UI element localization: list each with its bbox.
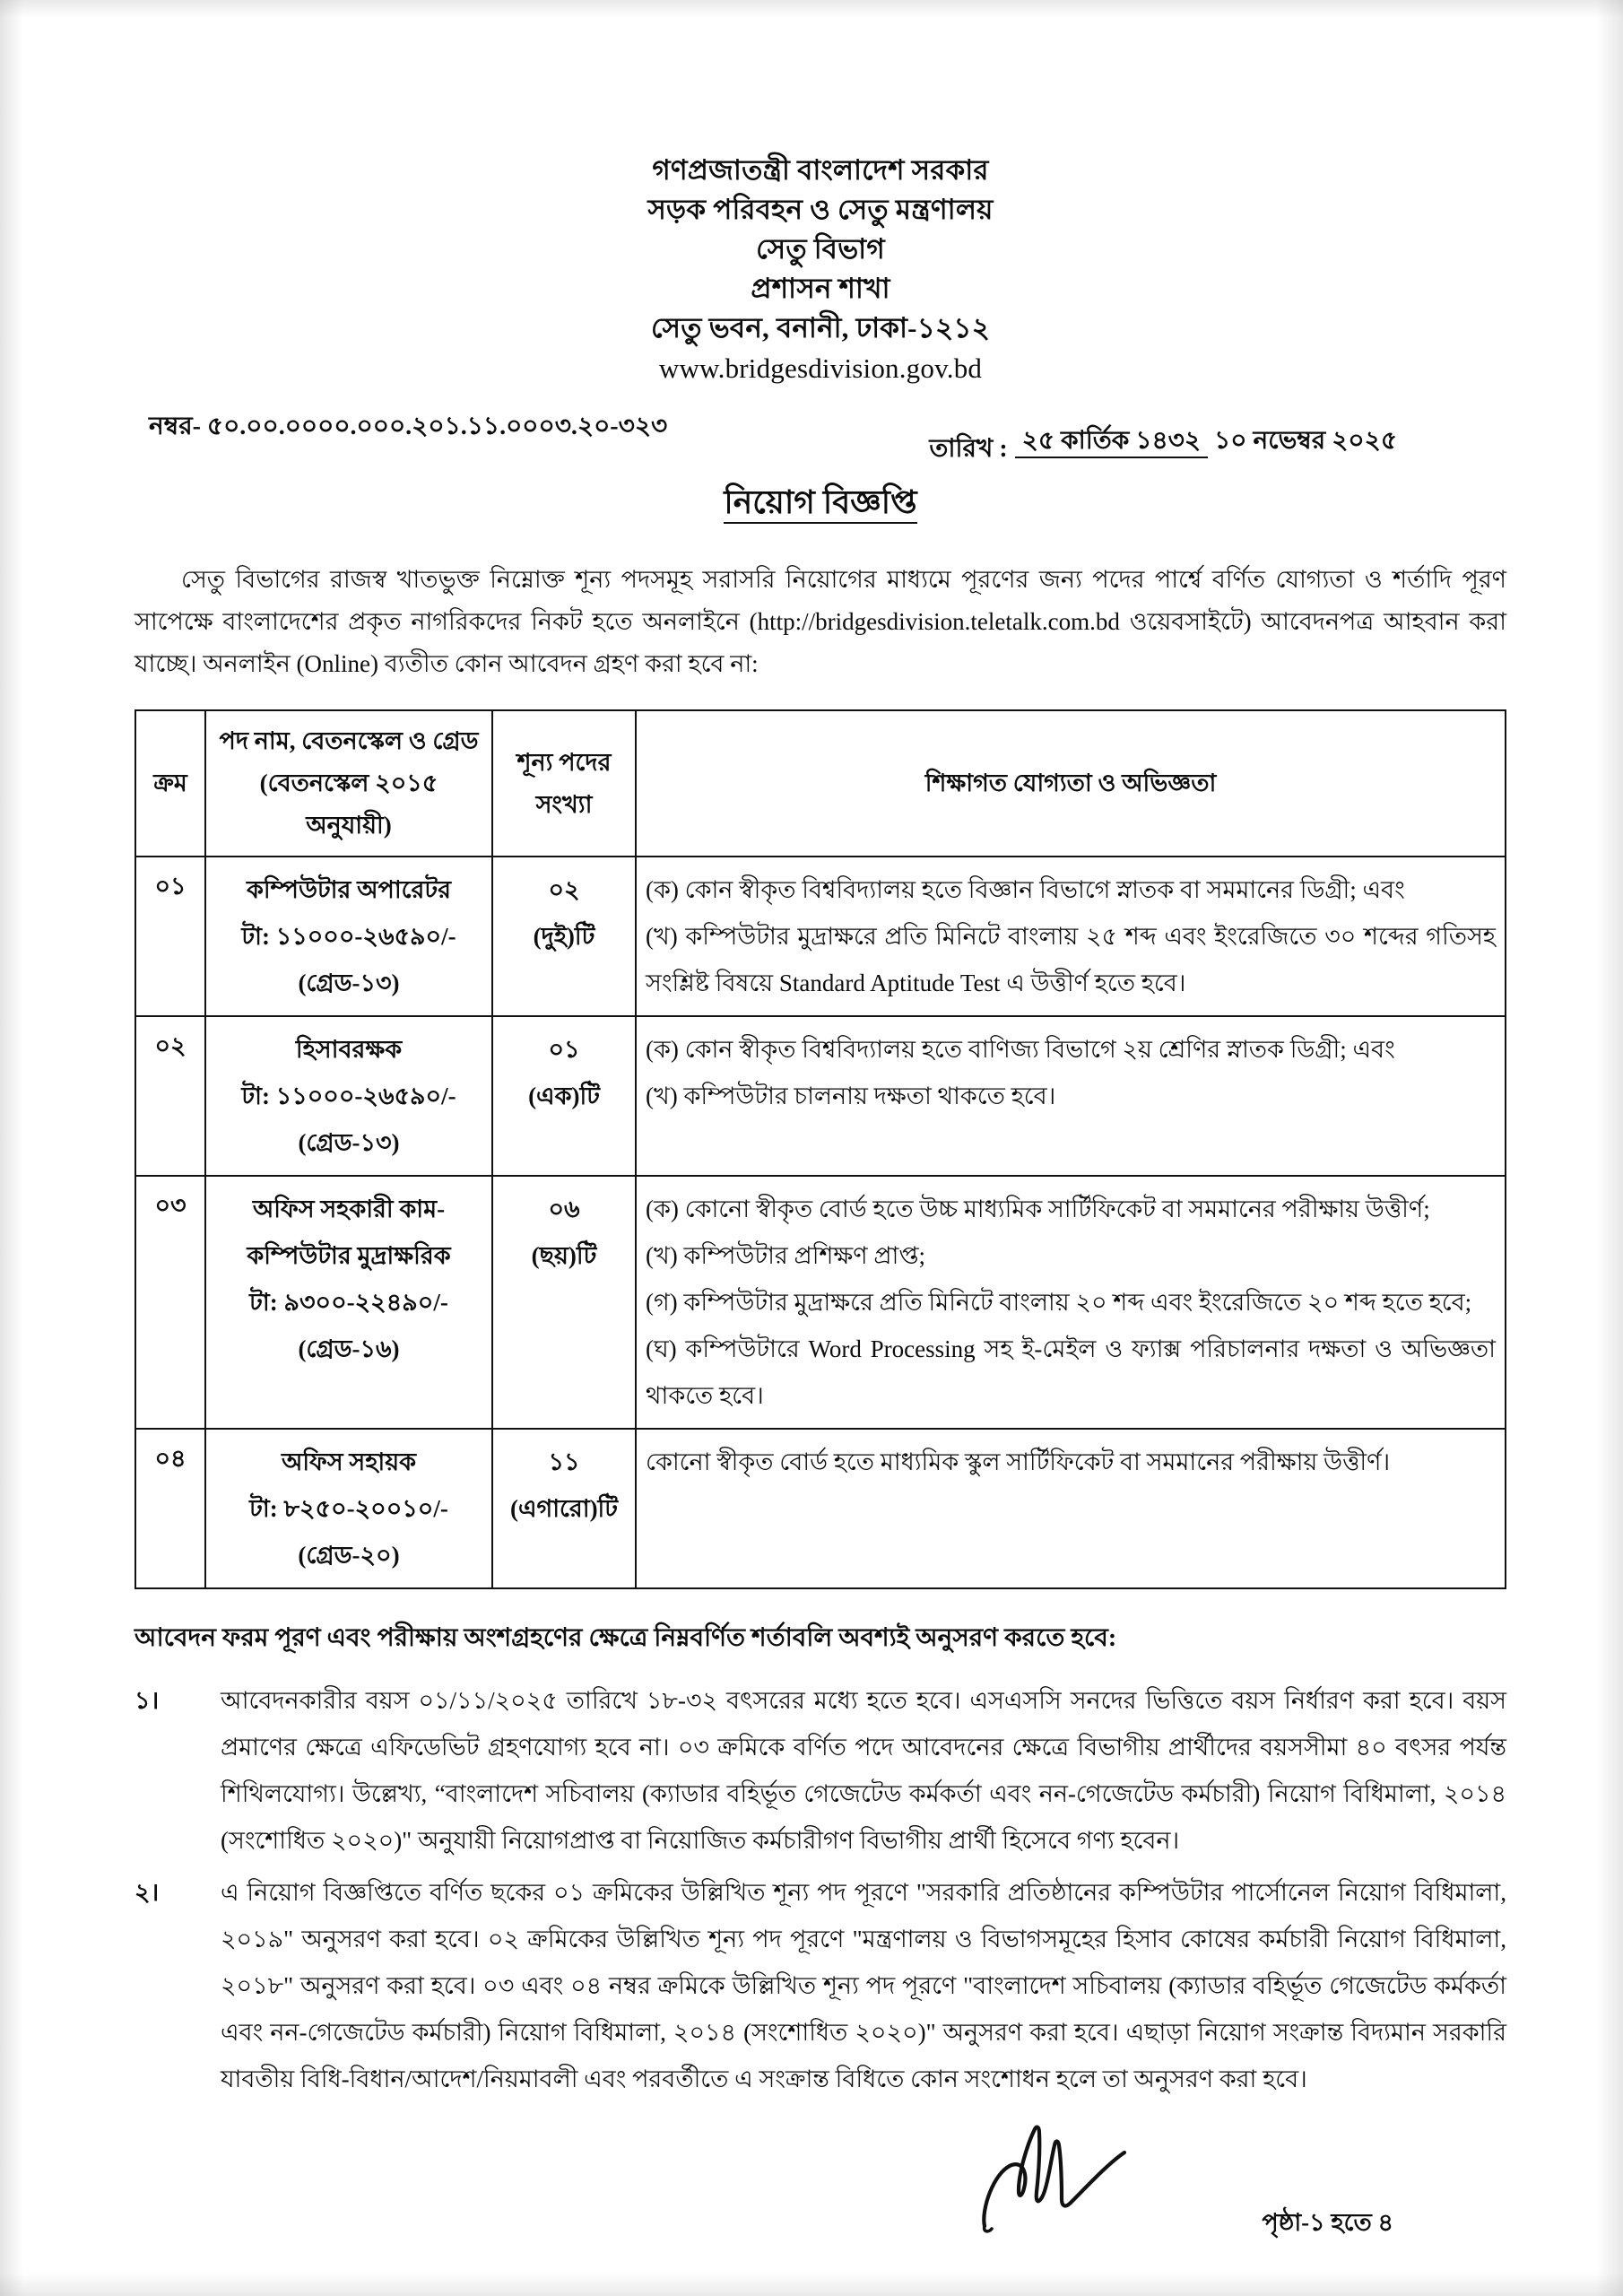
table-header-row [135,710,1506,857]
count-number: ১১ [548,1448,580,1475]
cell-post [205,1016,492,1176]
letterhead-division: সেতু বিভাগ [756,233,885,265]
cell-count [492,1176,636,1429]
list-item [135,1677,1506,1864]
count-number: ০১ [548,1036,580,1063]
qualification-item: (গ) কম্পিউটার মুদ্রাক্ষরে প্রতি মিনিটে বাংলায় ২০ শব্দ এবং ইংরেজিতে ২০ শব্দ হতে হবে; [646,1289,1472,1316]
count-words: (এগারো)টি [509,1495,618,1522]
scan-shadow-left [0,0,23,2296]
date-gregorian: ১০ নভেম্বর ২০২৫ [1214,426,1397,455]
conditions-list [135,1677,1506,2102]
pay-scale: টা: ১১০০০-২৬৫৯০/- [241,1083,456,1109]
header-count-line2: সংখ্যা [535,790,593,818]
condition-number: ১। [135,1687,160,1714]
conditions-heading: আবেদন ফরম পূরণ এবং পরীক্ষায় অংশগ্রহণের ক্ষেত্রে নিম্নবর্ণিত শর্তাবলি অবশ্যই অনুসরণ করতে হবে: [135,1624,1117,1652]
list-item [135,1869,1506,2102]
table-row [135,857,1506,1016]
document-meta-row [135,411,1506,471]
header-serial: ক্রম [135,710,205,857]
pay-scale: টা: ৮২৫০-২০০১০/- [249,1495,448,1522]
letterhead-ministry: সড়ক পরিবহন ও সেতু মন্ত্রণালয় [647,194,994,225]
qualification-item: (ক) কোন স্বীকৃত বিশ্ববিদ্যালয় হতে বিজ্ঞান বিভাগে স্নাতক বা সমমানের ডিগ্রী; এবং [646,876,1405,903]
letterhead-address: সেতু ভবন, বনানী, ঢাকা-১২১২ [650,312,991,344]
cell-post [205,857,492,1016]
date-stack [1015,425,1397,457]
grade: (গ্রেড-২০) [298,1542,400,1569]
cell-qualification [636,1176,1506,1429]
header-post-line1: পদ নাম, বেতনস্কেল ও গ্রেড [219,727,479,754]
cell-qualification [636,1429,1506,1588]
header-qualification: শিক্ষাগত যোগ্যতা ও অভিজ্ঞতা [636,710,1506,857]
cell-count [492,857,636,1016]
cell-qualification [636,1016,1506,1176]
qualification-item: কোনো স্বীকৃত বোর্ড হতে মাধ্যমিক স্কুল সার্টিফিকেট বা সমমানের পরীক্ষায় উত্তীর্ণ। [646,1448,1391,1475]
cell-serial: ০৪ [135,1429,205,1588]
post-name: অফিস সহকারী কাম-কম্পিউটার মুদ্রাক্ষরিক [247,1196,451,1269]
cell-qualification [636,857,1506,1016]
qualification-item: (ঘ) কম্পিউটারে Word Processing সহ ই-মেইল ও ফ্যাক্স পরিচালনার দক্ষতা ও অভিজ্ঞতা থাকতে হবে। [646,1335,1496,1409]
qualification-item: (ক) কোনো স্বীকৃত বোর্ড হতে উচ্চ মাধ্যমিক সার্টিফিকেট বা সমমানের পরীক্ষায় উত্তীর্ণ; [646,1196,1430,1222]
page-title-text: নিয়োগ বিজ্ঞপ্তি [724,484,916,524]
header-post-line2: (বেতনস্কেল ২০১৫ অনুযায়ী) [259,770,438,839]
vacancy-table [135,709,1506,1589]
table-row [135,1429,1506,1588]
grade: (গ্রেড-১৬) [298,1335,400,1362]
condition-number: ২। [135,1879,160,1906]
cell-count [492,1016,636,1176]
cell-count [492,1429,636,1588]
grade: (গ্রেড-১৩) [298,970,400,996]
letterhead-government: গণপ্রজাতন্ত্রী বাংলাদেশ সরকার [652,154,989,186]
letterhead-branch: প্রশাসন শাখা [751,273,890,304]
header-count-line1: শূন্য পদের [516,748,612,776]
cell-post [205,1176,492,1429]
post-name: কম্পিউটার অপারেটর [247,876,451,903]
post-name: হিসাবরক্ষক [295,1036,403,1063]
count-words: (এক)টি [528,1083,600,1109]
qualification-item: (খ) কম্পিউটার চালনায় দক্ষতা থাকতে হবে। [646,1083,1056,1109]
qualification-item: (খ) কম্পিউটার মুদ্রাক্ষরে প্রতি মিনিটে বাংলায় ২৫ শব্দ এবং ইংরেজিতে ৩০ শব্দের গতিসহ সংশ্লিষ্ট বিষয়ে Standard Aptitude Test এ উত্তীর্ণ হতে হবে। [646,923,1496,996]
table-row [135,1016,1506,1176]
date-bengali: ২৫ কার্তিক ১৪৩২ [1015,427,1208,458]
memo-date-block [929,411,1397,471]
cell-serial: ০২ [135,1016,205,1176]
condition-text: এ নিয়োগ বিজ্ঞপ্তিতে বর্ণিত ছকের ০১ ক্রমিকের উল্লিখিত শূন্য পদ পূরণে "সরকারি প্রতিষ্ঠানের কম্পিউটার পার্সোনেল নিয়োগ বিধিমালা, ২০১৯" অনুসরণ করা হবে। ০২ ক্রমিকের উল্লিখিত শূন্য পদ পূরণে "মন্ত্রণালয় ও বিভাগসমূহের হিসাব কোষের কর্মচারী নিয়োগ বিধিমালা, ২০১৮" অনুসরণ করা হবে। ০৩ এবং ০৪ নম্বর ক্রমিকে উল্লিখিত শূন্য পদ পূরণে "বাংলাদেশ সচিবালয় (ক্যাডার বহির্ভূত গেজেটেড কর্মকর্তা এবং নন-গেজেটেড কর্মচারী) নিয়োগ বিধিমালা, ২০১৪ (সংশোধিত ২০২০)" অনুসরণ করা হবে। এছাড়া নিয়োগ সংক্রান্ত বিদ্যমান সরকারি যাবতীয় বিধি-বিধান/আদেশ/নিয়মাবলী এবং পরবর্তীতে এ সংক্রান্ত বিধিতে কোন সংশোধন হলে তা অনুসরণ করা হবে। [221,1879,1506,2092]
header-vacancy-count [492,710,636,857]
count-number: ০২ [548,876,580,903]
vacancy-table-body [135,857,1506,1588]
qualification-item: (খ) কম্পিউটার প্রশিক্ষণ প্রাপ্ত; [646,1242,926,1269]
header-post-name [205,710,492,857]
cell-post [205,1429,492,1588]
letterhead-website: www.bridgesdivision.gov.bd [658,352,983,384]
pay-scale: টা: ৯৩০০-২২৪৯০/- [249,1289,448,1316]
pay-scale: টা: ১১০০০-২৬৫৯০/- [241,923,456,950]
condition-text: আবেদনকারীর বয়স ০১/১১/২০২৫ তারিখে ১৮-৩২ বৎসরের মধ্যে হতে হবে। এসএসসি সনদের ভিত্তিতে বয়স নির্ধারণ করা হবে। বয়স প্রমাণের ক্ষেত্রে এফিডেভিট গ্রহণযোগ্য হবে না। ০৩ ক্রমিকে বর্ণিত পদে আবেদনের ক্ষেত্রে বিভাগীয় প্রার্থীদের বয়সসীমা ৪০ বৎসর পর্যন্ত শিথিলযোগ্য। উল্লেখ্য, “বাংলাদেশ সচিবালয় (ক্যাডার বহির্ভূত গেজেটেড কর্মকর্তা এবং নন-গেজেটেড কর্মচারী) নিয়োগ বিধিমালা, ২০১৪ (সংশোধিত ২০২০)" অনুযায়ী নিয়োগপ্রাপ্ত বা নিয়োজিত কর্মচারীগণ বিভাগীয় প্রার্থী হিসেবে গণ্য হবেন। [221,1687,1506,1854]
document-footer [135,2129,1506,2282]
cell-serial: ০১ [135,857,205,1016]
signature-icon [968,2120,1184,2241]
count-words: (দুই)টি [533,923,595,950]
qualification-item: (ক) কোন স্বীকৃত বিশ্ববিদ্যালয় হতে বাণিজ্য বিভাগে ২য় শ্রেণির স্নাতক ডিগ্রী; এবং [646,1036,1395,1063]
intro-paragraph: সেতু বিভাগের রাজস্ব খাতভুক্ত নিম্নোক্ত শূন্য পদসমূহ সরাসরি নিয়োগের মাধ্যমে পূরণের জন্য পদের পার্শ্বে বর্ণিত যোগ্যতা ও শর্তাদি পূরণ সাপেক্ষে বাংলাদেশের প্রকৃত নাগরিকদের নিকট হতে অনলাইনে (http://bridgesdivision.teletalk.com.bd ওয়েবসাইটে) আবেদনপত্র আহবান করা যাচ্ছে। অনলাইন (Online) ব্যতীত কোন আবেদন গ্রহণ করা হবে না: [135,566,1506,677]
scan-shadow-right [1596,0,1623,2296]
memo-number: নম্বর- ৫০.০০.০০০০.০০০.২০১.১১.০০০৩.২০-৩২৩ [149,413,668,440]
count-words: (ছয়)টি [531,1242,597,1269]
letterhead [135,0,1506,389]
page-title [135,478,1506,532]
page-number: পৃষ্ঠা-১ হতে ৪ [1262,2209,1393,2236]
table-row [135,1176,1506,1429]
grade: (গ্রেড-১৩) [298,1129,400,1156]
date-label: তারিখ : [929,435,1008,463]
post-name: অফিস সহায়ক [281,1448,417,1475]
document-content [135,0,1506,2282]
count-number: ০৬ [548,1196,580,1222]
cell-serial: ০৩ [135,1176,205,1429]
